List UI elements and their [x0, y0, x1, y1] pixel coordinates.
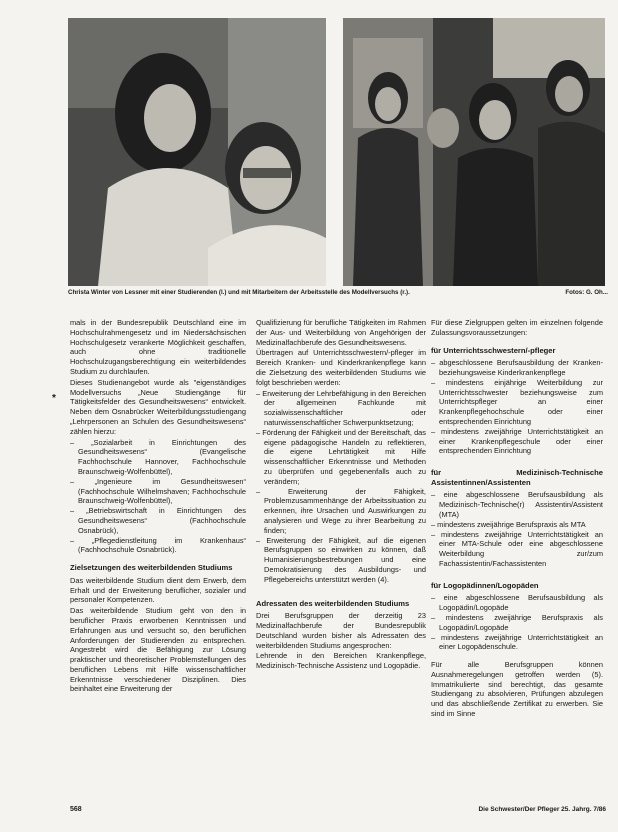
margin-mark: * — [52, 393, 56, 404]
list-item: – mindestens zweijährige Unterrichtstätigkeit an einer MTA-Schule oder eine abgeschlossene Weiterbildung zur/zum Fachassistentin/Fachassistenten — [431, 530, 603, 569]
list-item: – Erweiterung der Fähigkeit, auf die eigenen Berufsgruppen so einwirken zu können, daß Humanisierungsbestrebungen und eine Demokratisierung des Ausbildungs- und Pflegebereichs unterstützt werden (4). — [256, 536, 426, 585]
text-column-3 — [431, 318, 603, 720]
section-heading: für Medizinisch-Technische Assistentinnen/Assistenten — [431, 468, 603, 487]
section-heading: Adressaten des weiterbildenden Studiums — [256, 598, 410, 608]
list — [431, 593, 603, 652]
list-item: – Erweiterung der Lehrbefähigung in den Bereichen der allgemeinen Fachkunde mit sozialwissenschaftlicher oder naturwissenschaftlicher Schwerpunktsetzung; — [256, 389, 426, 428]
photo-staff-group — [343, 18, 605, 286]
list-item: – mindestens zweijährige Unterrichtstätigkeit an einer Krankenpflegeschule oder einer entsprechenden Einrichtung — [431, 427, 603, 456]
list-item: – „Betriebswirtschaft in Einrichtungen des Gesundheitswesens“ (Fachhochschule Osnabrück), — [70, 506, 246, 535]
paragraph: Das weiterbildende Studium dient dem Erwerb, dem Erhalt und der Erweiterung beruflicher, sozialer und personaler Kompetenzen. — [70, 575, 246, 605]
text-column-2 — [256, 318, 426, 672]
paragraph: Übertragen auf Unterrichtsschwestern/-pfleger im Bereich Kranken- und Kinderkrankenpflege kann die Zielsetzung des weiterbildenden Studiums wie folgt beschrieben werden: — [256, 348, 426, 387]
list-item: – „Sozialarbeit in Einrichtungen des Gesundheitswesens“ (Evangelische Fachhochschule Hannover, Fachhochschule Braunschweig-Wolfenbüttel), — [70, 438, 246, 477]
list — [70, 438, 246, 556]
list — [431, 358, 603, 456]
caption-text: Christa Winter von Lessner mit einer Studierenden (l.) und mit Mitarbeitern der Arbeitsstelle des Modellversuchs (r.). — [68, 289, 410, 296]
text-column-1 — [70, 318, 246, 695]
list-item: – mindestens zweijährige Berufspraxis als Logopädin/Logopäde — [431, 613, 603, 633]
photo-credit: Fotos: G. Oh... — [565, 289, 608, 296]
photo-caption — [68, 289, 608, 296]
paragraph: Für diese Zielgruppen gelten im einzelnen folgende Zulassungsvoraussetzungen: — [431, 318, 603, 337]
list-item: – mindestens zweijährige Unterrichtstätigkeit an einer Logopädenschule. — [431, 633, 603, 653]
paragraph: Qualifizierung für berufliche Tätigkeiten im Rahmen der Aus- und Weiterbildung von Angehörigen der Medizinalfachberufe des Gesundheitswesens. — [256, 318, 426, 347]
paragraph: Für alle Berufsgruppen können Ausnahmeregelungen getroffen werden (5). Immatrikulierte sind berechtigt, das gesamte Studiengang zu absolvieren, Prüfungen abzulegen und das abschließende Zertifikat zu erwerben. Sie sind im Sinne — [431, 660, 603, 719]
journal-reference: Die Schwester/Der Pfleger 25. Jahrg. 7/86 — [478, 806, 606, 813]
section-heading: für Unterrichtsschwestern/-pfleger — [431, 345, 556, 355]
paragraph: Das weiterbildende Studium geht von den in beruflicher Praxis erworbenen Kenntnissen und Erfahrungen aus und versucht so, den beruflichen Anforderungen der Studierenden zu entsprechen. Angestrebt wird die Befähigung zur Lösung praktischer und theoretischer Problemstellungen des beruflichen Lebens mit Hilfe wissenschaftlicher Erkenntnisse verschiedener Disziplinen. Dies beinhaltet eine Erweiterung der — [70, 606, 246, 694]
paragraph: Lehrende in den Bereichen Krankenpflege, Medizinisch-Technische Assistenz und Logopädie. — [256, 651, 426, 671]
paragraph: Drei Berufsgruppen der derzeitig 23 Medizinalfachberufe der Bundesrepublik Deutschland wurden bisher als Adressaten des weiterbildenden Studiums angesprochen: — [256, 611, 426, 650]
list-item: – Erweiterung der Fähigkeit, Problemzusammenhänge der Arbeitssituation zu erkennen, ihre Ursachen und Auswirkungen zu analysieren und Wege zu ihrer Bearbeitung zu finden; — [256, 487, 426, 536]
page-number: 568 — [70, 806, 82, 813]
list-item: – Förderung der Fähigkeit und der Bereitschaft, das eigene pädagogische Handeln zu reflektieren, die eigene Lehrtätigkeit mit Hilfe wissenschaftlicher Erkenntnisse und Methoden zu überprüfen und gegebenenfalls auch zu verändern; — [256, 428, 426, 487]
list-item: – eine abgeschlossene Berufsausbildung als Medizinisch-Technische(r) Assistentin/Assistent (MTA) — [431, 490, 603, 519]
list-item: – eine abgeschlossene Berufsausbildung als Logopädin/Logopäde — [431, 593, 603, 613]
list-item: – abgeschlossene Berufsausbildung der Kranken- beziehungsweise Kinderkrankenpflege — [431, 358, 603, 378]
list-item: – mindestens zweijährige Berufspraxis als MTA — [431, 520, 603, 530]
list-item: – mindestens einjährige Weiterbildung zur Unterrichtsschwester beziehungsweise zum Unterrichtspfleger an einer Krankenpflegehochschule oder einer entsprechenden Einrichtung — [431, 378, 603, 427]
paragraph: mals in der Bundesrepublik Deutschland eine im Hochschulrahmengesetz und im Niedersächsischen Hochschulgesetz verankerte Möglichkeit geschaffen, auch ohne traditionelle Hochschulzugangsberechtigung ein weiterbildendes Studium zu durchlaufen. — [70, 318, 246, 376]
section-heading: Zielsetzungen des weiterbildenden Studiums — [70, 563, 233, 573]
section-heading: für Logopädinnen/Logopäden — [431, 580, 539, 590]
list-item: – „Ingenieure im Gesundheitswesen“ (Fachhochschule Wilhelmshaven; Fachhochschule Braunschweig-Wolfenbüttel), — [70, 477, 246, 506]
list-item: – „Pflegedienstleitung im Krankenhaus“ (Fachhochschule Osnabrück). — [70, 536, 246, 556]
list — [431, 490, 603, 568]
photo-teacher-student — [68, 18, 326, 286]
paragraph: Dieses Studienangebot wurde als "eigenständiges Modellversuchs „Neue Studiengänge für Tätigkeitsfelder des Gesundheitswesens“ entwickelt. Neben dem Osnabrücker Weiterbildungsstudiengang „Lehrpersonen an Schulen des Gesundheitswesens“ zählen hierzu: — [70, 377, 246, 436]
list — [256, 389, 426, 585]
